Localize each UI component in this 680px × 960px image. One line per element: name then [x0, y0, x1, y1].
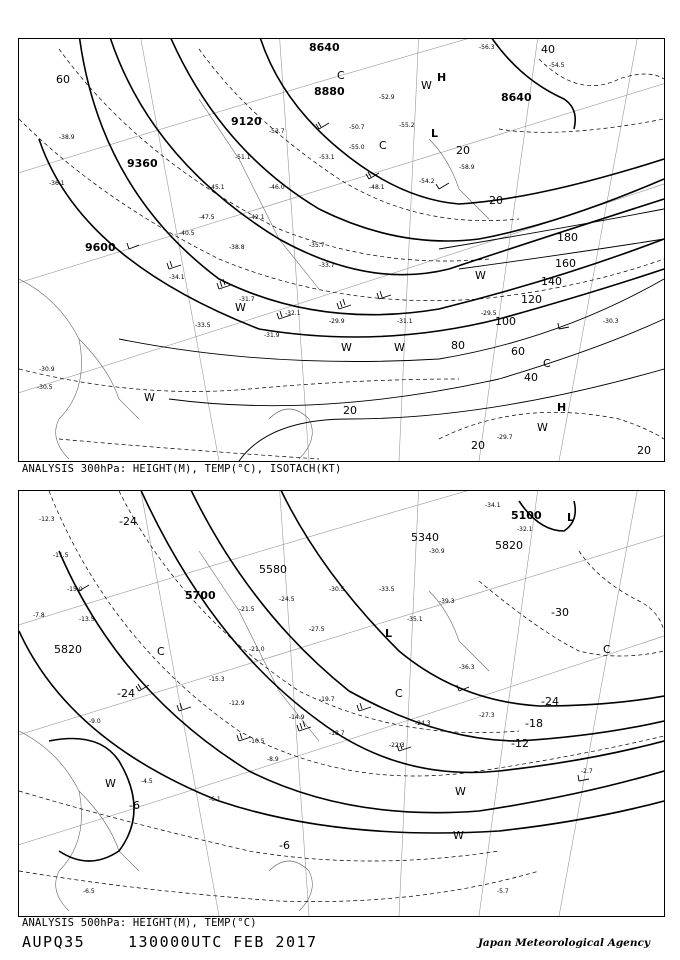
cold-center-marker: C [379, 139, 387, 152]
temp-label: -39.3 [439, 598, 455, 605]
warm-center-marker: W [105, 777, 116, 790]
height-label-5820-a: 5820 [54, 643, 82, 656]
map-panel-500hpa [18, 490, 665, 917]
isotach-label-60-a: 60 [56, 73, 70, 86]
temp-label: -32.1 [285, 310, 301, 317]
temp-label: -27.3 [479, 712, 495, 719]
temp-label: -30.9 [429, 548, 445, 555]
temp-label: -55.2 [399, 122, 415, 129]
isotach-label-60: 60 [511, 345, 525, 358]
warm-center-marker: W [453, 829, 464, 842]
height-label-9600: 9600 [85, 241, 116, 254]
temp-label: -38.9 [59, 134, 75, 141]
isotach-label-20-e: 20 [489, 194, 503, 207]
isotach-label-40: 40 [524, 371, 538, 384]
temp-label: -27.5 [309, 626, 325, 633]
temp-label: -35.7 [309, 242, 325, 249]
temp-label: -24.5 [279, 596, 295, 603]
isotach-label-120: 120 [521, 293, 542, 306]
temp-label: -5.7 [497, 888, 509, 895]
temp-label: -10.5 [249, 738, 265, 745]
temp-label: -22.3 [389, 742, 405, 749]
temp-label: -31.9 [264, 332, 280, 339]
isotherm-label-18: -18 [525, 717, 543, 730]
temp-label: -30.9 [39, 366, 55, 373]
temp-label: -50.7 [349, 124, 365, 131]
cold-center-marker: C [603, 643, 611, 656]
temp-label: -30.3 [603, 318, 619, 325]
temp-label: -31.1 [397, 318, 413, 325]
temp-label: -15.3 [209, 676, 225, 683]
temp-label: -9.0 [89, 718, 101, 725]
temp-label: -18.7 [329, 730, 345, 737]
isotach-label-20-d: 20 [637, 444, 651, 457]
wind-barbs-500 [76, 585, 589, 781]
temp-label: -29.5 [481, 310, 497, 317]
isotherms-500 [19, 491, 664, 902]
height-label-9120: 9120 [231, 115, 262, 128]
agency-name: Japan Meteorological Agency [477, 937, 650, 949]
cold-center-marker: C [157, 645, 165, 658]
map-500hpa-canvas [19, 491, 664, 916]
temp-label: -42.1 [249, 214, 265, 221]
warm-center-marker: W [475, 269, 486, 282]
warm-center-marker: W [455, 785, 466, 798]
isotach-label-20-c: 20 [471, 439, 485, 452]
height-label-8880: 8880 [314, 85, 345, 98]
temp-label: -58.9 [459, 164, 475, 171]
isotach-label-180: 180 [557, 231, 578, 244]
temp-label: -19.7 [319, 696, 335, 703]
height-contours-500 [19, 491, 664, 861]
temp-label: -21.5 [239, 606, 255, 613]
temp-label: -53.7 [269, 128, 285, 135]
isotherm-label-6-a: -6 [129, 799, 140, 812]
map-300hpa-canvas [19, 39, 664, 461]
cold-center-marker: C [337, 69, 345, 82]
height-label-8640-a: 8640 [309, 41, 340, 54]
temp-label: -53.1 [319, 154, 335, 161]
isotach-label-100: 100 [495, 315, 516, 328]
warm-center-marker: W [235, 301, 246, 314]
temp-label: -35.1 [407, 616, 423, 623]
temp-label: -12.3 [39, 516, 55, 523]
temp-label: -33.5 [379, 586, 395, 593]
isotherm-label-24-a: -24 [119, 515, 137, 528]
coastline-500 [19, 551, 489, 911]
temp-label: -54.5 [549, 62, 565, 69]
isotach-label-20-a: 20 [456, 144, 470, 157]
warm-center-marker: W [537, 421, 548, 434]
temp-label: -56.3 [479, 44, 495, 51]
caption-500hpa: ANALYSIS 500hPa: HEIGHT(M), TEMP(°C) [22, 917, 257, 929]
temp-label: -40.5 [179, 230, 195, 237]
temp-label: -2.7 [581, 768, 593, 775]
temp-label: -52.9 [379, 94, 395, 101]
temp-label: -4.5 [141, 778, 153, 785]
temp-label: -54.2 [419, 178, 435, 185]
temp-label: -6.1 [209, 796, 221, 803]
isotach-label-140: 140 [541, 275, 562, 288]
temp-label: -21.0 [249, 646, 265, 653]
height-label-5580: 5580 [259, 563, 287, 576]
temp-label: -7.8 [33, 612, 45, 619]
low-center-marker: L [385, 627, 393, 640]
temp-label: -36.1 [49, 180, 65, 187]
temp-label: -48.1 [369, 184, 385, 191]
isotach-label-80: 80 [451, 339, 465, 352]
cold-center-marker: C [395, 687, 403, 700]
temp-label: -12.9 [229, 700, 245, 707]
warm-center-marker: W [341, 341, 352, 354]
caption-300hpa: ANALYSIS 300hPa: HEIGHT(M), TEMP(°C), ISOTACH(KT) [22, 463, 342, 475]
temp-label: -13.5 [79, 616, 95, 623]
height-label-5700: 5700 [185, 589, 216, 602]
temp-label: -47.5 [199, 214, 215, 221]
height-label-5820-b: 5820 [495, 539, 523, 552]
temp-label: -34.1 [485, 502, 501, 509]
temp-label: -34.1 [169, 274, 185, 281]
temp-label: -14.9 [289, 714, 305, 721]
temp-label: -8.9 [267, 756, 279, 763]
temp-label: -46.0 [269, 184, 285, 191]
isotherm-label-12: -12 [511, 737, 529, 750]
warm-center-marker: W [144, 391, 155, 404]
isotach-label-20-b: 20 [343, 404, 357, 417]
valid-time: 130000UTC FEB 2017 [128, 933, 318, 951]
isotach-label-40-b: 40 [541, 43, 555, 56]
temp-label: -6.5 [83, 888, 95, 895]
cold-center-marker: C [543, 357, 551, 370]
isotach-label-160: 160 [555, 257, 576, 270]
warm-center-marker: W [421, 79, 432, 92]
isotherm-label-6-b: -6 [279, 839, 290, 852]
isotherm-label-24-c: -24 [117, 687, 135, 700]
temp-label: -33.5 [195, 322, 211, 329]
high-center-marker: H [437, 71, 447, 84]
height-label-5340: 5340 [411, 531, 439, 544]
height-label-5100: 5100 [511, 509, 542, 522]
low-center-marker: L [431, 127, 439, 140]
height-label-9360: 9360 [127, 157, 158, 170]
isotherm-label-24-b: -24 [541, 695, 559, 708]
product-id: AUPQ35 [22, 933, 86, 951]
high-center-marker: H [557, 401, 567, 414]
wind-barbs-300 [127, 122, 569, 329]
temp-label: -11.5 [53, 552, 69, 559]
map-panel-300hpa [18, 38, 665, 462]
low-center-marker: L [567, 511, 575, 524]
temp-label: -36.3 [459, 664, 475, 671]
temp-label: -30.5 [37, 384, 53, 391]
isotherm-label-30: -30 [551, 606, 569, 619]
temp-label: -24.3 [415, 720, 431, 727]
temp-label: -55.0 [349, 144, 365, 151]
temp-label: -31.7 [239, 296, 255, 303]
temp-label: -29.7 [497, 434, 513, 441]
temp-label: -15.0 [67, 586, 83, 593]
temp-label: -29.9 [329, 318, 345, 325]
temp-label: -30.5 [329, 586, 345, 593]
coastline-300 [19, 99, 489, 459]
temp-label: -38.8 [229, 244, 245, 251]
temp-label: -32.1 [517, 526, 533, 533]
height-label-8640-b: 8640 [501, 91, 532, 104]
temp-label: -45.1 [209, 184, 225, 191]
temp-label: -33.7 [319, 262, 335, 269]
warm-center-marker: W [394, 341, 405, 354]
temp-label: -51.1 [235, 154, 251, 161]
height-contours-300 [39, 39, 664, 337]
